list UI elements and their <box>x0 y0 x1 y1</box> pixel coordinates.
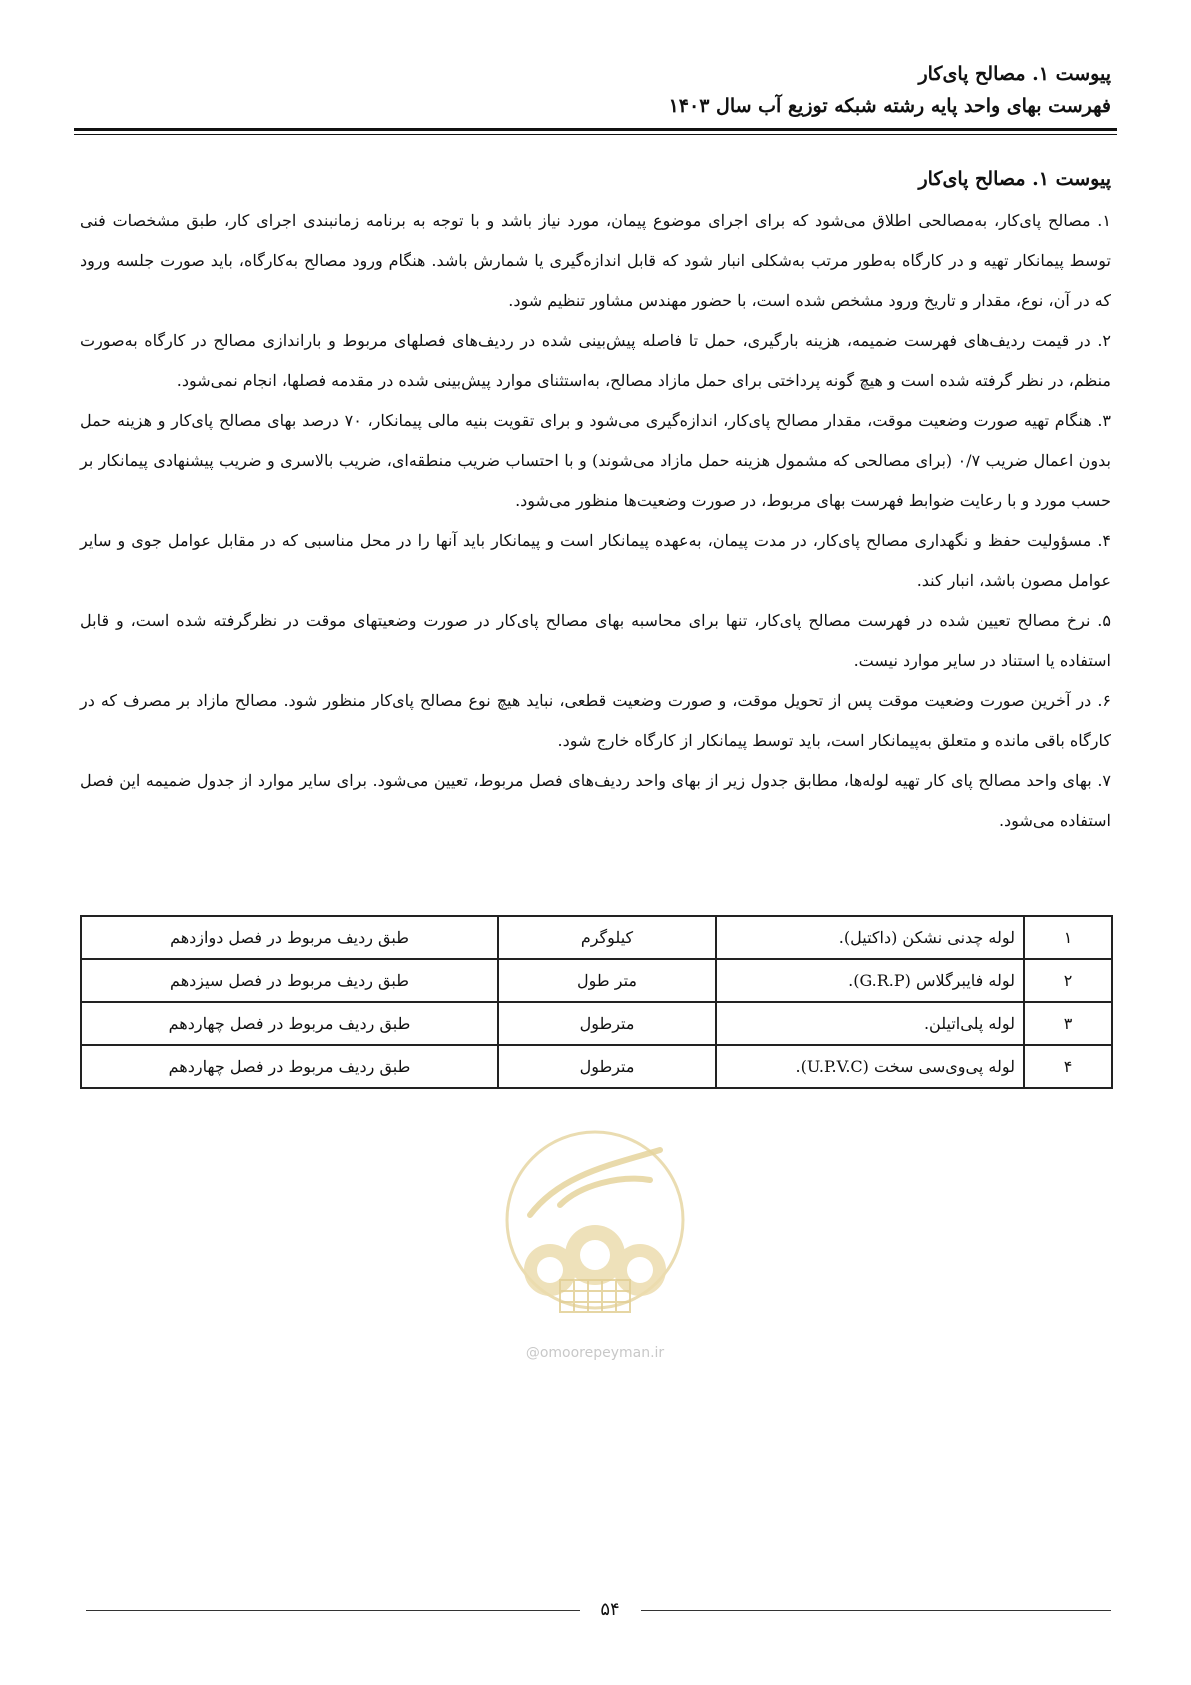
header-title: پیوست ۱. مصالح پای‌کار <box>918 63 1111 85</box>
row-number: ۲ <box>1024 959 1112 1002</box>
header-divider-thick <box>74 128 1117 131</box>
page-header <box>80 58 1111 122</box>
pipe-name: لوله پی‌وی‌سی سخت (U.P.V.C). <box>716 1045 1024 1088</box>
pipe-name: لوله چدنی نشکن (داکتیل). <box>716 916 1024 959</box>
paragraph-6: ۶. در آخرین صورت وضعیت موقت پس از تحویل موقت، و صورت وضعیت قطعی، نباید هیچ نوع مصالح پای‌کار منظور شود. مصالح مازاد بر مصرف که در کارگاه باقی مانده و متعلق به‌پیمانکار است، باید توسط پیمانکار از کارگاه خارج شود. <box>80 691 1111 750</box>
page-number: ۵۴ <box>600 1599 620 1620</box>
pipe-materials-table <box>80 915 1113 1089</box>
pipe-unit: کیلوگرم <box>498 916 716 959</box>
pipe-reference: طبق ردیف مربوط در فصل چهاردهم <box>81 1045 498 1088</box>
watermark-caption: @omoorepeyman.ir <box>525 1345 665 1361</box>
row-number: ۱ <box>1024 916 1112 959</box>
paragraph-2: ۲. در قیمت ردیف‌های فهرست ضمیمه، هزینه بارگیری، حمل تا فاصله پیش‌بینی شده در ردیف‌های فصلهای مربوط و باراندازی مصالح در کارگاه به‌صورت منظم، در نظر گرفته شده است و هیچ گونه پرداختی برای حمل مازاد مصالح، به‌استثنای موارد پیش‌بینی شده در مقدمه فصلها، انجام نمی‌شود. <box>80 331 1111 390</box>
section-title: پیوست ۱. مصالح پای‌کار <box>918 168 1111 190</box>
materials-table <box>80 915 1113 1089</box>
pipe-name: لوله پلی‌اتیلن. <box>716 1002 1024 1045</box>
pipe-unit: مترطول <box>498 1002 716 1045</box>
pipe-reference: طبق ردیف مربوط در فصل چهاردهم <box>81 1002 498 1045</box>
paragraph-3: ۳. هنگام تهیه صورت وضعیت موقت، مقدار مصالح پای‌کار، اندازه‌گیری می‌شود و برای تقویت بنیه مالی پیمانکار، ۷۰ درصد بهای مصالح پای‌کار و هزینه حمل بدون اعمال ضریب ۰/۷ (برای مصالحی که مشمول هزینه حمل مازاد می‌شوند) و با احتساب ضریب منطقه‌ای، ضریب بالاسری و ضریب پیشنهادی پیمانکار بر حسب مورد و با رعایت ضوابط فهرست بهای مربوط، در صورت وضعیت‌ها منظور می‌شود. <box>80 411 1111 510</box>
pipe-name: لوله فایبرگلاس (G.R.P). <box>716 959 1024 1002</box>
paragraph-7: ۷. بهای واحد مصالح پای کار تهیه لوله‌ها، مطابق جدول زیر از بهای واحد ردیف‌های فصل مربوط، تعیین می‌شود. برای سایر موارد از جدول ضمیمه این فصل استفاده می‌شود. <box>80 771 1112 830</box>
table-row <box>81 959 1112 1002</box>
pipe-reference: طبق ردیف مربوط در فصل سیزدهم <box>81 959 498 1002</box>
paragraph-5: ۵. نرخ مصالح تعیین شده در فهرست مصالح پای‌کار، تنها برای محاسبه بهای مصالح پای‌کار در صورت وضعیتهای موقت در نظرگرفته شده است، و قابل استفاده یا استناد در سایر موارد نیست. <box>80 611 1111 670</box>
table-row <box>81 916 1112 959</box>
footer-divider-left <box>86 1610 580 1611</box>
pipe-reference: طبق ردیف مربوط در فصل دوازدهم <box>81 916 498 959</box>
row-number: ۳ <box>1024 1002 1112 1045</box>
pipe-unit: مترطول <box>498 1045 716 1088</box>
table-row <box>81 1002 1112 1045</box>
footer-divider-right <box>641 1610 1111 1611</box>
watermark-logo <box>500 1105 690 1365</box>
watermark-emblem-icon <box>500 1105 690 1345</box>
body-text <box>80 201 1111 841</box>
table-row <box>81 1045 1112 1088</box>
paragraph-4: ۴. مسؤولیت حفظ و نگهداری مصالح پای‌کار، در مدت پیمان، به‌عهده پیمانکار است و پیمانکار باید آنها را در محل مناسبی که در مقابل عوامل جوی و سایر عوامل مصون باشد، انبار کند. <box>80 531 1112 590</box>
pipe-unit: متر طول <box>498 959 716 1002</box>
header-divider-thin <box>74 134 1117 135</box>
row-number: ۴ <box>1024 1045 1112 1088</box>
paragraph-1: ۱. مصالح پای‌کار، به‌مصالحی اطلاق می‌شود که برای اجرای موضوع پیمان، مورد نیاز باشد و با توجه به برنامه زمانبندی اجرای کار، طبق مشخصات فنی توسط پیمانکار تهیه و در کارگاه به‌طور مرتب به‌شکلی انبار شود که قابل اندازه‌گیری یا شمارش باشد. هنگام ورود مصالح به‌کارگاه، باید صورت جلسه ورود که در آن، نوع، مقدار و تاریخ ورود مشخص شده است، با حضور مهندس مشاور تنظیم شود. <box>80 211 1111 310</box>
header-subtitle: فهرست بهای واحد پایه رشته شبکه توزیع آب سال ۱۴۰۳ <box>668 95 1111 117</box>
